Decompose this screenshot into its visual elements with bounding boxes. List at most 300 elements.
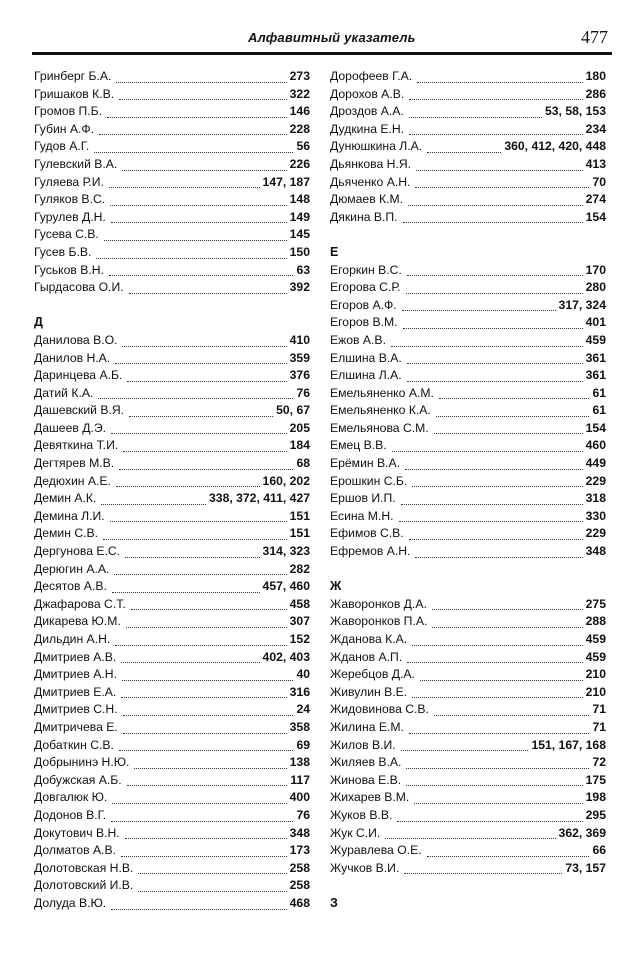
entry-pages: 392 [289,280,310,295]
entry-pages: 348 [289,825,310,840]
dot-leader [138,891,286,892]
index-entry [330,772,606,790]
index-entry [330,719,606,737]
index-entry [330,473,606,491]
index-entry [34,420,310,438]
entry-pages: 154 [585,420,606,435]
index-entry [330,156,606,174]
page-header [32,24,612,56]
index-entry [34,68,310,86]
index-entry [330,121,606,139]
entry-pages: 50, 67 [276,403,310,418]
entry-name: Ефремов А.Н. [330,544,411,559]
dot-leader [434,715,589,716]
dot-leader [103,539,287,540]
entry-name: Елшина Л.А. [330,368,402,383]
index-entry [34,772,310,790]
index-entry [34,596,310,614]
entry-name: Гулевский В.А. [34,156,118,171]
entry-name: Егоркин В.С. [330,262,402,277]
dot-leader [123,451,286,452]
entry-pages: 151, 167, 168 [531,737,606,752]
index-entry [330,332,606,350]
index-entry [34,754,310,772]
dot-leader [405,469,583,470]
entry-pages: 228 [289,121,310,136]
entry-name: Гурулев Д.Н. [34,209,106,224]
entry-name: Данилов Н.А. [34,350,111,365]
index-entry [34,789,310,807]
dot-leader [122,680,293,681]
entry-pages: 459 [585,332,606,347]
entry-name: Жданова К.А. [330,632,408,646]
entry-pages: 149 [289,209,310,224]
index-entry [34,860,310,878]
dot-leader [121,697,286,698]
dot-leader [110,205,287,206]
dot-leader [123,715,294,716]
entry-pages: 53, 58, 153 [545,104,606,119]
dot-leader [399,521,583,522]
dot-leader [412,486,582,487]
index-entry [34,86,310,104]
entry-name: Дроздов А.А. [330,104,404,119]
entry-pages: 154 [585,209,606,224]
dot-leader [415,187,589,188]
dot-leader [415,557,582,558]
index-entry [330,543,606,561]
dot-leader [403,222,583,223]
dot-leader [115,645,286,646]
dot-leader [403,328,583,329]
entry-name: Гудов А.Г. [34,139,90,154]
dot-leader [409,733,590,734]
dot-leader [96,258,286,259]
entry-name: Дегтярев М.В. [34,456,115,471]
entry-pages: 338, 372, 411, 427 [209,491,310,506]
entry-pages: 68 [296,456,310,471]
entry-name: Дедюхин А.Е. [34,473,111,488]
entry-name: Добужская А.Б. [34,772,122,787]
index-entry [330,385,606,403]
index-entry [34,332,310,350]
entry-pages: 360, 412, 420, 448 [504,139,606,154]
entry-pages: 71 [592,719,606,734]
dot-leader [104,240,287,241]
dot-leader [409,99,582,100]
dot-leader [119,99,286,100]
index-entry [330,437,606,455]
entry-pages: 459 [585,649,606,664]
dot-leader [123,733,287,734]
entry-name: Докутович В.Н. [34,825,120,840]
dot-leader [432,609,583,610]
dot-leader [404,873,562,874]
entry-name: Даринцева А.Б. [34,368,123,383]
index-entry [34,525,310,543]
section-gap [330,226,606,244]
index-entry [34,103,310,121]
index-entry [34,684,310,702]
index-entry [34,613,310,631]
entry-name: Гусев Б.В. [34,244,92,259]
index-entry [34,701,310,719]
section-letter: Ж [330,579,342,594]
entry-name: Жеребцов Д.А. [330,667,415,682]
dot-leader [402,310,556,311]
index-column-right [330,68,606,913]
dot-leader [116,486,260,487]
index-entry [34,631,310,649]
entry-name: Жилов В.И. [330,737,396,752]
entry-name: Елшина В.А. [330,350,402,365]
dot-leader [409,117,542,118]
entry-pages: 148 [289,192,310,207]
dot-leader [125,557,259,558]
entry-name: Губин А.Ф. [34,121,95,136]
dot-leader [406,293,583,294]
entry-pages: 258 [289,878,310,893]
entry-name: Дашевский В.Я. [34,403,125,418]
index-column-left [34,68,310,913]
entry-name: Долотовская Н.В. [34,860,134,875]
entry-pages: 361 [585,368,606,383]
entry-name: Долуда В.Ю. [34,895,107,910]
entry-pages: 322 [289,86,310,101]
index-entry [330,279,606,297]
dot-leader [432,627,582,628]
running-title: Алфавитный указатель [248,30,416,45]
index-entry [34,807,310,825]
entry-name: Девяткина Т.И. [34,438,119,453]
dot-leader [134,768,286,769]
index-entry [330,508,606,526]
dot-leader [427,152,501,153]
entry-pages: 401 [585,315,606,330]
index-entry [330,314,606,332]
entry-name: Жихарев В.М. [330,790,410,805]
dot-leader [122,170,286,171]
entry-name: Емец В.В. [330,438,387,453]
entry-pages: 400 [289,790,310,805]
dot-leader [127,381,286,382]
entry-pages: 459 [585,632,606,646]
dot-leader [420,680,583,681]
dot-leader [417,82,582,83]
entry-name: Гуляева Р.И. [34,174,104,189]
dot-leader [114,574,286,575]
index-entry [330,596,606,614]
entry-name: Гуськов В.Н. [34,262,104,277]
entry-pages: 317, 324 [558,297,606,312]
index-entry [34,174,310,192]
entry-name: Десятов А.В. [34,579,107,594]
index-entry [34,121,310,139]
entry-pages: 359 [289,350,310,365]
entry-pages: 280 [585,280,606,295]
entry-name: Дякина В.П. [330,209,398,224]
entry-name: Дергунова Е.С. [34,544,121,559]
index-entry [330,789,606,807]
index-entry [34,262,310,280]
entry-name: Гусева С.В. [34,227,99,242]
entry-name: Демина Л.И. [34,508,105,523]
entry-name: Жуков В.В. [330,807,393,822]
entry-pages: 66 [592,843,606,858]
entry-name: Егорова С.Р. [330,280,401,295]
index-entry [330,174,606,192]
entry-name: Жучков В.И. [330,860,400,875]
entry-name: Емельяненко К.А. [330,403,431,418]
index-entry [330,455,606,473]
dot-leader [94,152,293,153]
entry-name: Живулин В.Е. [330,684,408,699]
index-entry [330,402,606,420]
index-entry [34,244,310,262]
entry-name: Дьянкова Н.Я. [330,156,412,171]
entry-name: Гуляков В.С. [34,192,106,207]
dot-leader [407,381,583,382]
entry-pages: 316 [289,684,310,699]
entry-name: Гырдасова О.И. [34,280,124,295]
entry-name: Демин С.В. [34,526,99,541]
entry-name: Довгалюк Ю. [34,790,108,805]
entry-name: Додонов В.Г. [34,807,107,822]
index-entry [330,631,606,649]
entry-pages: 70 [592,174,606,189]
entry-name: Жук С.И. [330,825,381,840]
index-entry [330,860,606,878]
index-entry [330,825,606,843]
entry-pages: 175 [585,772,606,787]
index-entry [34,719,310,737]
section-letter: З [330,895,338,910]
entry-name: Датий К.А. [34,385,94,400]
entry-name: Дорохов А.В. [330,86,405,101]
dot-leader [412,645,583,646]
index-entry [34,578,310,596]
entry-name: Дашеев Д.Э. [34,420,107,435]
index-entry [34,737,310,755]
index-entry [34,191,310,209]
entry-name: Емельянова С.М. [330,420,429,435]
dot-leader [406,785,583,786]
dot-leader [407,275,583,276]
index-entry [34,209,310,227]
entry-name: Дерюгин А.А. [34,561,110,576]
entry-name: Дорофеев Г.А. [330,69,413,83]
entry-name: Журавлева О.Е. [330,843,422,858]
index-entry [34,455,310,473]
entry-pages: 274 [585,192,606,207]
index-entry [330,209,606,227]
dot-leader [416,170,583,171]
dot-leader [109,275,293,276]
entry-pages: 210 [585,667,606,682]
dot-leader [111,222,287,223]
entry-name: Дьяченко А.Н. [330,174,411,189]
entry-pages: 457, 460 [262,579,310,594]
entry-pages: 138 [289,755,310,770]
entry-pages: 76 [296,807,310,822]
index-entry [330,737,606,755]
dot-leader [119,469,293,470]
dot-leader [434,433,583,434]
entry-name: Дунюшкина Л.А. [330,139,423,154]
entry-name: Ершов И.П. [330,491,396,506]
entry-pages: 145 [289,227,310,242]
index-entry [34,402,310,420]
dot-leader [397,821,582,822]
dot-leader [408,205,583,206]
index-entry [330,649,606,667]
index-entry [34,666,310,684]
dot-leader [110,521,287,522]
index-entry [34,895,310,913]
entry-pages: 226 [289,156,310,171]
index-entry [330,525,606,543]
entry-pages: 460 [585,438,606,453]
entry-pages: 458 [289,596,310,611]
entry-name: Жаворонков П.А. [330,614,428,629]
index-entry [330,86,606,104]
dot-leader [131,609,287,610]
dot-leader [414,803,582,804]
index-entry [330,754,606,772]
dot-leader [436,416,590,417]
entry-pages: 468 [289,895,310,910]
dot-leader [129,293,287,294]
entry-pages: 71 [592,702,606,717]
entry-pages: 184 [289,438,310,453]
entry-name: Дмитричева Е. [34,719,118,734]
index-entry [330,262,606,280]
entry-pages: 288 [585,614,606,629]
entry-pages: 40 [296,667,310,682]
entry-name: Дюмаев К.М. [330,192,404,207]
dot-leader [427,856,590,857]
dot-leader [111,821,293,822]
entry-name: Емельяненко А.М. [330,385,434,400]
index-entry [34,385,310,403]
entry-pages: 180 [585,69,606,83]
entry-pages: 314, 323 [262,544,310,559]
entry-name: Дикарева Ю.М. [34,614,121,629]
entry-pages: 258 [289,860,310,875]
entry-pages: 229 [585,526,606,541]
index-entry [34,649,310,667]
entry-pages: 286 [585,86,606,101]
index-entry [330,666,606,684]
header-rule [32,52,612,55]
entry-name: Добрынинэ Н.Ю. [34,755,130,770]
entry-name: Дмитриев А.Н. [34,667,117,682]
dot-leader [112,592,260,593]
section-letter: Е [330,244,339,259]
index-entry [330,138,606,156]
index-entry [330,68,606,86]
index-entry [330,367,606,385]
dot-leader [98,398,293,399]
dot-leader [129,416,273,417]
dot-leader [127,785,288,786]
dot-leader [99,134,287,135]
entry-pages: 348 [585,544,606,559]
entry-name: Демин А.К. [34,491,97,506]
entry-pages: 358 [289,719,310,734]
entry-pages: 150 [289,244,310,259]
dot-leader [385,838,555,839]
dot-leader [401,750,529,751]
index-entry [34,561,310,579]
index-entry [330,350,606,368]
entry-name: Егоров А.Ф. [330,297,397,312]
index-entry [330,420,606,438]
entry-pages: 361 [585,350,606,365]
entry-pages: 170 [585,262,606,277]
entry-pages: 210 [585,684,606,699]
dot-leader [409,539,583,540]
dot-leader [121,662,259,663]
entry-pages: 24 [296,702,310,717]
dot-leader [109,187,260,188]
section-gap [34,297,310,315]
entry-pages: 234 [585,121,606,136]
section-gap [330,561,606,579]
entry-pages: 413 [585,156,606,171]
section-gap [330,877,606,895]
entry-name: Егоров В.М. [330,315,398,330]
entry-name: Дудкина Е.Н. [330,121,405,136]
entry-pages: 449 [585,456,606,471]
index-entry [330,701,606,719]
entry-name: Долотовский И.В. [34,878,134,893]
dot-leader [406,768,589,769]
index-entry [34,279,310,297]
entry-name: Ежов А.В. [330,332,386,347]
index-entry [34,842,310,860]
entry-name: Ерёмин В.А. [330,456,401,471]
entry-pages: 160, 202 [262,473,310,488]
entry-name: Данилова В.О. [34,332,118,347]
dot-leader [112,803,286,804]
entry-name: Джафарова С.Т. [34,596,126,611]
entry-name: Есина М.Н. [330,508,394,523]
index-entry [330,807,606,825]
index-entry [330,297,606,315]
dot-leader [115,363,286,364]
entry-pages: 147, 187 [262,174,310,189]
entry-pages: 61 [592,403,606,418]
index-entry [34,138,310,156]
entry-name: Жданов А.П. [330,649,403,664]
entry-name: Жиляев В.А. [330,755,402,770]
index-entry [34,350,310,368]
dot-leader [119,750,294,751]
index-entry [34,367,310,385]
dot-leader [412,697,582,698]
dot-leader [407,662,582,663]
entry-name: Дмитриев Е.А. [34,684,117,699]
entry-pages: 376 [289,368,310,383]
entry-name: Жидовинова С.В. [330,702,429,717]
entry-pages: 56 [296,139,310,154]
entry-pages: 318 [585,491,606,506]
entry-pages: 151 [289,508,310,523]
entry-name: Гринберг Б.А. [34,69,112,83]
dot-leader [122,346,286,347]
dot-leader [392,451,583,452]
